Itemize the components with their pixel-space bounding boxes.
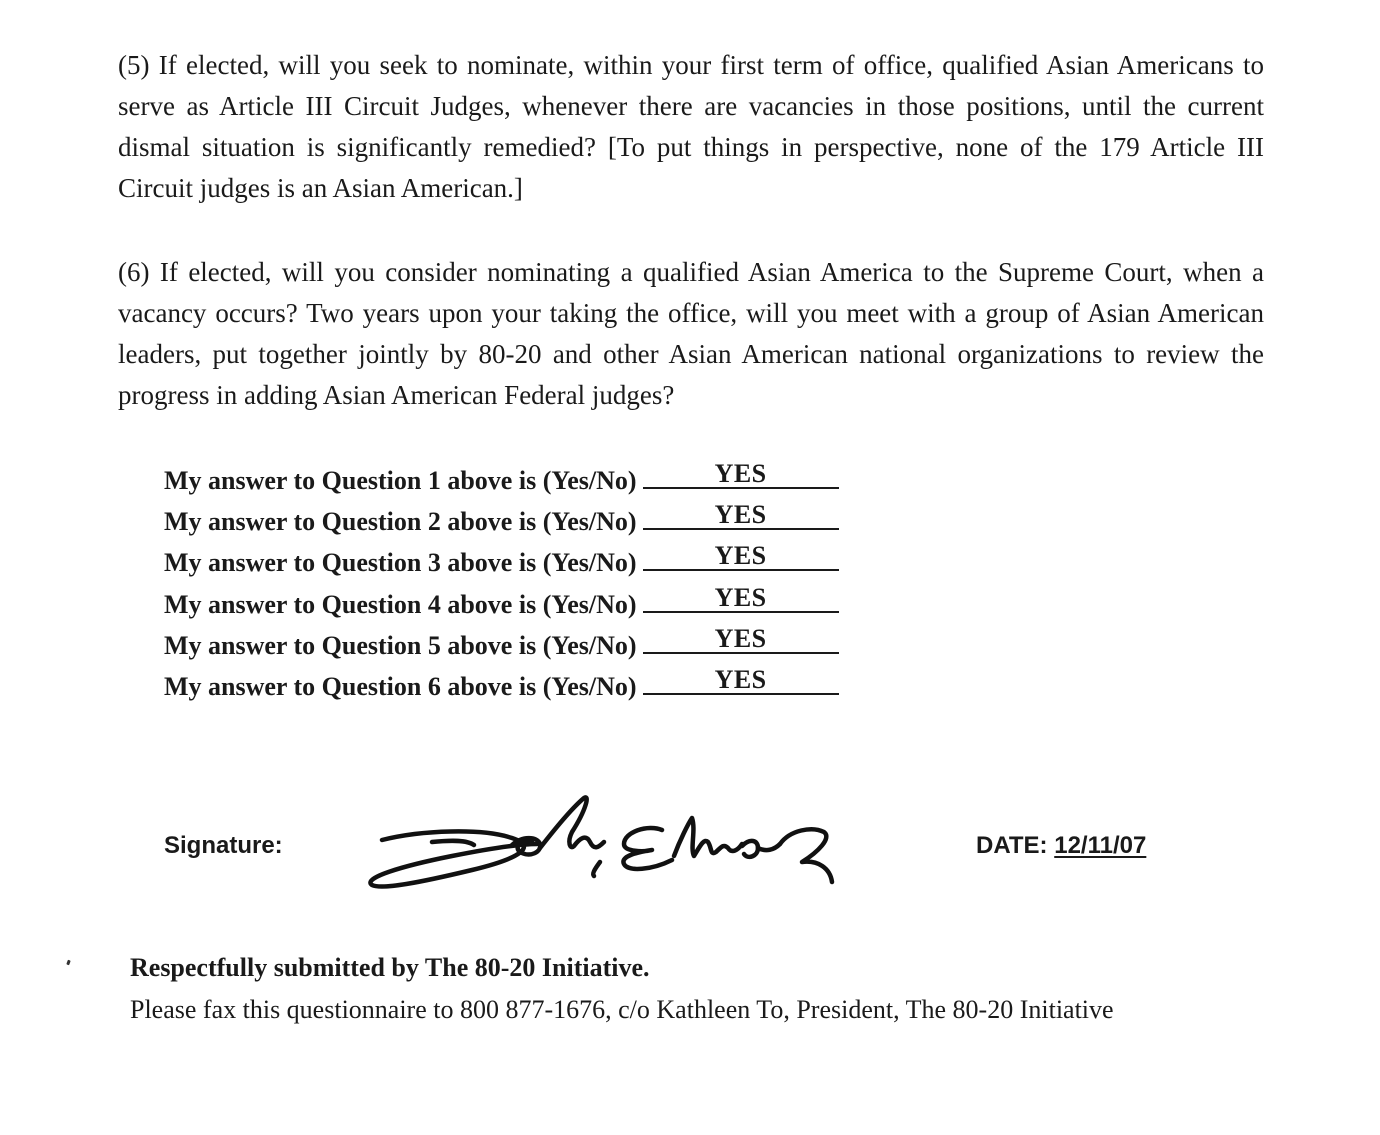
answer-row-2 <box>164 498 839 539</box>
question-5-text: (5) If elected, will you seek to nominate, within your first term of office, qualified Asian Americans to serve as Article III Circuit Judges, whenever there are vacancies in those positions, until the current dismal situation is significantly remedied? [To put things in perspective, none of the 179 Article III Circuit judges is an Asian American.] <box>118 50 1264 203</box>
answer-field[interactable] <box>643 581 839 613</box>
date-label: DATE: <box>976 832 1048 859</box>
scan-speck <box>66 960 71 966</box>
answer-row-1 <box>164 457 839 498</box>
answer-row-3 <box>164 539 839 580</box>
submitted-by-text: Respectfully submitted by The 80-20 Initiative. <box>130 953 650 982</box>
answer-label: My answer to Question 1 above is (Yes/No) <box>164 466 637 495</box>
question-6-text: (6) If elected, will you consider nominating a qualified Asian America to the Supreme Court, when a vacancy occurs? Two years upon your taking the office, will you meet with a group of Asian American leaders, put together jointly by 80-20 and other Asian American national organizations to review the progress in adding Asian American Federal judges? <box>118 257 1264 410</box>
fax-instructions: Please fax this questionnaire to 800 877-1676, c/o Kathleen To, President, The 80-20 Initiative <box>130 995 1114 1024</box>
answer-field[interactable] <box>643 498 839 530</box>
answer-value: YES <box>714 582 767 612</box>
answer-value: YES <box>714 664 767 694</box>
answer-value: YES <box>714 541 767 571</box>
signature-image <box>362 790 852 910</box>
answer-value: YES <box>714 459 767 488</box>
answer-label: My answer to Question 2 above is (Yes/No) <box>164 507 637 537</box>
answer-value: YES <box>714 500 767 530</box>
answer-field[interactable] <box>643 539 839 571</box>
answer-value: YES <box>714 623 767 653</box>
answer-label: My answer to Question 4 above is (Yes/No) <box>164 589 637 619</box>
date-block <box>976 832 1146 860</box>
answer-field[interactable] <box>643 457 839 489</box>
answers-list <box>164 457 839 704</box>
answer-label: My answer to Question 5 above is (Yes/No) <box>164 630 637 660</box>
answer-field[interactable] <box>643 622 839 654</box>
answer-label: My answer to Question 3 above is (Yes/No) <box>164 548 637 578</box>
date-value: 12/11/07 <box>1054 832 1147 859</box>
answer-row-5 <box>164 622 839 663</box>
answer-label: My answer to Question 6 above is (Yes/No) <box>164 671 637 701</box>
answer-row-6 <box>164 663 839 704</box>
signature-label: Signature: <box>164 832 283 859</box>
answer-field[interactable] <box>643 663 839 695</box>
answer-row-4 <box>164 581 839 622</box>
